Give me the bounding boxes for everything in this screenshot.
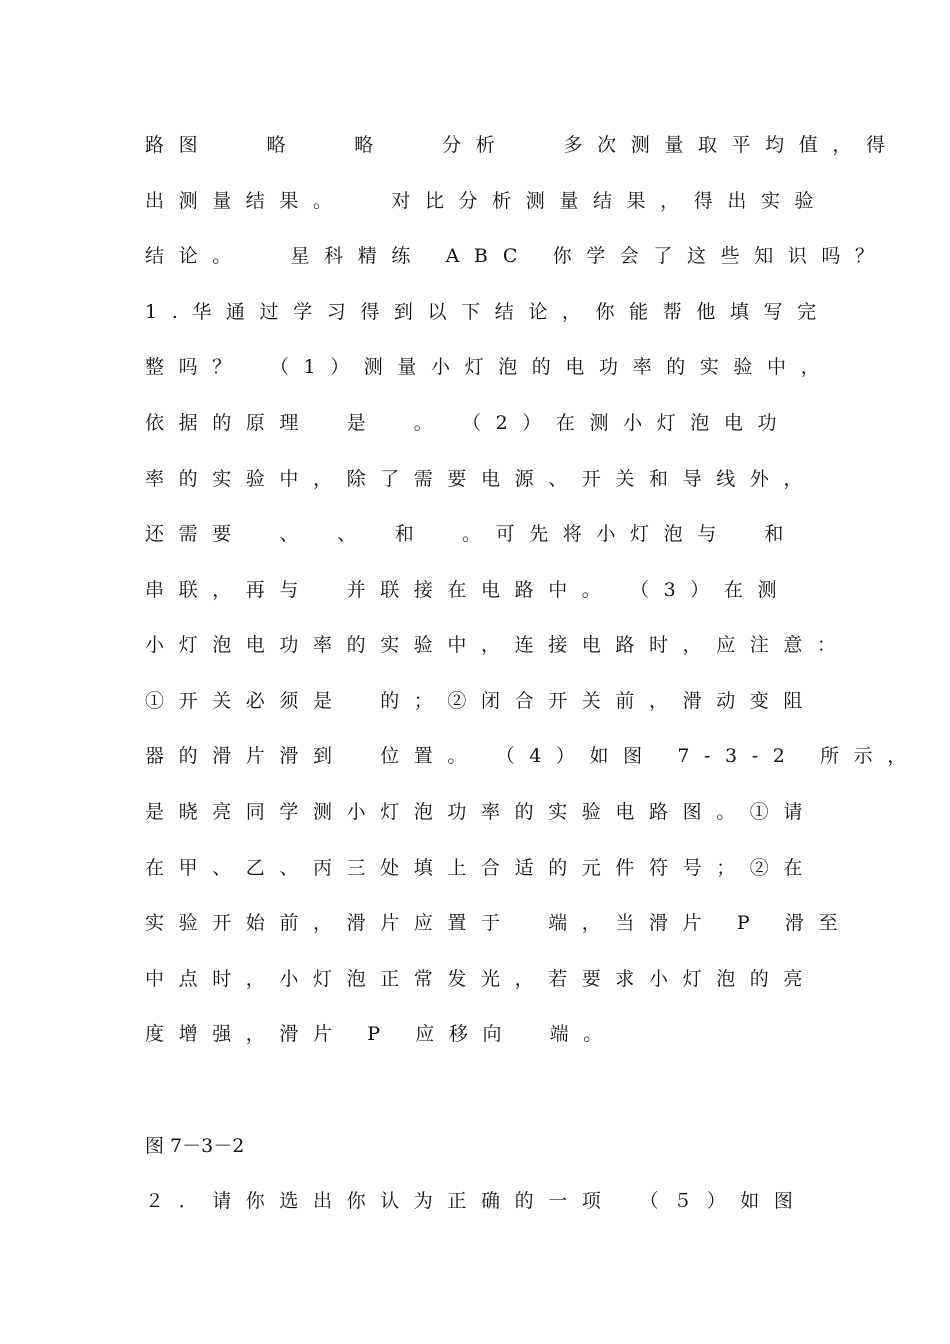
text-line: 还需要 、 、 和 。可先将小灯泡与 和 — [145, 523, 799, 545]
text-line: 度增强，滑片 P 应移向 端。 — [145, 1023, 617, 1045]
text-line: 整吗？ （1）测量小灯泡的电功率的实验中， — [145, 356, 835, 378]
figure-caption: 图 7－3－2 — [145, 1135, 245, 1157]
text-line: 结论。 星科精练 ABC 你学会了这些知识吗？ — [145, 245, 889, 267]
text-line: 实验开始前，滑片应置于 端，当滑片 P 滑至 — [145, 912, 853, 934]
text-line: 串联，再与 并联接在电路中。 （3）在测 — [145, 579, 792, 601]
text-line: 器的滑片滑到 位置。 （4）如图 7-3-2 所示， — [145, 745, 921, 767]
text-line: 出测量结果。 对比分析测量结果，得出实验 — [145, 190, 829, 212]
text-line: 小灯泡电功率的实验中，连接电路时，应注意： — [145, 634, 851, 656]
text-line: 在甲、乙、丙三处填上合适的元件符号；②在 — [145, 857, 818, 879]
text-line: 1.华通过学习得到以下结论，你能帮他填写完 — [145, 301, 831, 323]
text-line: 中点时，小灯泡正常发光，若要求小灯泡的亮 — [145, 968, 818, 990]
text-line: 依据的原理 是 。 （2）在测小灯泡电功 — [145, 412, 792, 434]
text-line: 是晓亮同学测小灯泡功率的实验电路图。①请 — [145, 801, 818, 823]
text-line: 率的实验中，除了需要电源、开关和导线外， — [145, 468, 818, 490]
text-line: 路图 略 略 分析 多次测量取平均值，得 — [145, 134, 900, 156]
text-line: ①开关必须是 的；②闭合开关前，滑动变阻 — [145, 690, 818, 712]
question-line: ２．请你选出你认为正确的一项 （５）如图 — [145, 1190, 808, 1212]
